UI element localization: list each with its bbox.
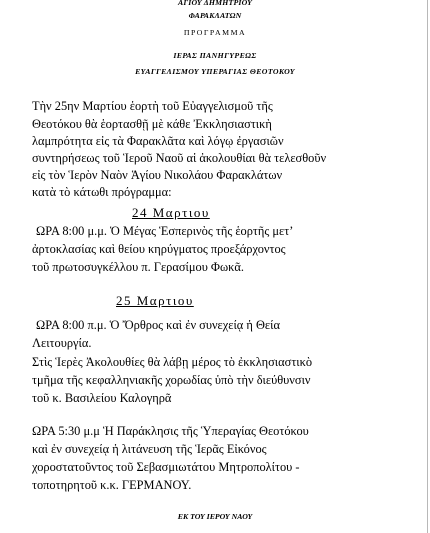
day1-line-1: ΩΡΑ 8:00 μ.μ. Ὁ Μέγας Ἑσπερινὸς τῆς ἑορτῆς μετ’ <box>36 224 294 238</box>
evening-line-2: καὶ ἐν συνεχείᾳ ἡ λιτάνευση τῆς Ἱερᾶς Εἰκόνος <box>32 442 267 456</box>
intro-line-6: κατὰ τὸ κάτωθι πρόγραμμα: <box>32 185 172 199</box>
day2-line-2: Λειτουργία. <box>32 336 92 350</box>
evening-line-1: ΩΡΑ 5:30 μ.μ Ἡ Παράκλησις τῆς Ὑπεραγίας Θεοτόκου <box>32 424 309 438</box>
date-heading-24-march: 24 Μαρτιου <box>132 205 210 220</box>
day2-line-1: ΩΡΑ 8:00 π.μ. Ὁ Ὄρθρος καὶ ἐν συνεχείᾳ ἡ Θεία <box>36 318 280 332</box>
intro-line-2: Θεοτόκου θὰ ἑορτασθῇ μὲ κάθε Ἐκκλησιαστικὴ <box>32 117 272 131</box>
feast-title-line-2: ΕΥΑΓΓΕΛΙΣΜΟΥ ΥΠΕΡΑΓΙΑΣ ΘΕΟΤΟΚΟΥ <box>135 67 295 76</box>
footer-signature: ΕΚ ΤΟΥ ΙΕΡΟΥ ΝΑΟΥ <box>177 512 253 521</box>
programme-heading: ΠΡΟΓΡΑΜΜΑ <box>183 28 247 37</box>
day1-line-2: ἀρτοκλασίας καὶ θείου κηρύγματος προεξάρχοντος <box>32 242 286 256</box>
intro-line-1: Τὴν 25ην Μαρτίου ἑορτὴ τοῦ Εὐαγγελισμοῦ τῆς <box>32 99 273 113</box>
day2-line-5: τοῦ κ. Βασιλείου Καλογηρᾶ <box>32 391 172 405</box>
church-name-line-1: ΑΓΙΟΥ ΔΗΜΗΤΡΙΟΥ <box>177 0 253 7</box>
intro-line-3: λαμπρότητα εἰς τὰ Φαρακλᾶτα καὶ λόγῳ ἐργασιῶν <box>32 134 284 148</box>
day2-line-4: τμῆμα τῆς κεφαλληνιακῆς χορωδίας ὑπὸ τὴν διεύθυνσιν <box>32 373 311 387</box>
day1-line-3: τοῦ πρωτοσυγκέλλου π. Γερασίμου Φωκᾶ. <box>32 260 244 274</box>
church-name-line-2: ΦΑΡΑΚΛΑΤΩΝ <box>188 11 242 20</box>
intro-line-5: εἰς τὸν Ἱερὸν Ναὸν Ἁγίου Νικολάου Φαρακλάτων <box>32 168 283 182</box>
evening-line-3: χοροστατοῦντος τοῦ Σεβασμιωτάτου Μητροπολίτου - <box>32 460 300 474</box>
date-heading-25-march: 25 Μαρτιου <box>116 293 194 308</box>
feast-title-line-1: ΙΕΡΑΣ ΠΑΝΗΓΥΡΕΩΣ <box>173 51 257 60</box>
evening-line-4: τοποτηρητοῦ κ.κ. ΓΕΡΜΑΝΟΥ. <box>32 478 192 492</box>
intro-line-4: συντηρήσεως τοῦ Ἱεροῦ Ναοῦ αἱ ἀκολουθίαι θὰ τελεσθοῦν <box>32 151 327 165</box>
day2-line-3: Στὶς Ἱερὲς Ἀκολουθίες θὰ λάβῃ μέρος τὸ ἐκκλησιαστικὸ <box>32 355 313 369</box>
